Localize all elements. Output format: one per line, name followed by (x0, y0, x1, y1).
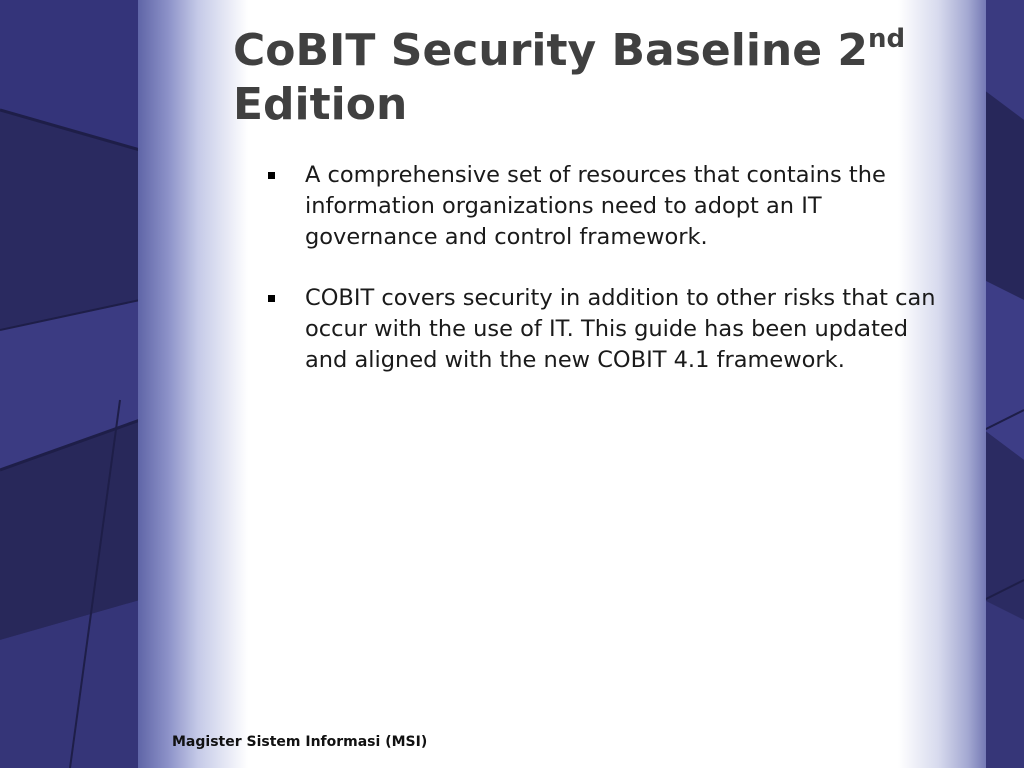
title-superscript: nd (868, 24, 906, 54)
bullet-text: COBIT covers security in addition to other risks that can occur with the use of IT. This guide has been updated and aligned with the new COBIT 4.1 framework. (305, 285, 936, 373)
slide-footer: Magister Sistem Informasi (MSI) (172, 734, 428, 750)
title-main: CoBIT Security Baseline 2 (233, 25, 869, 76)
title-line2: Edition (233, 79, 408, 130)
slide-title (233, 24, 993, 132)
bullet-item (266, 160, 946, 253)
bullet-item (266, 283, 946, 376)
bullet-text: A comprehensive set of resources that contains the information organizations need to adopt an IT governance and control framework. (305, 162, 886, 250)
square-bullet-icon (268, 172, 275, 179)
square-bullet-icon (268, 295, 275, 302)
bullet-list (266, 160, 946, 406)
